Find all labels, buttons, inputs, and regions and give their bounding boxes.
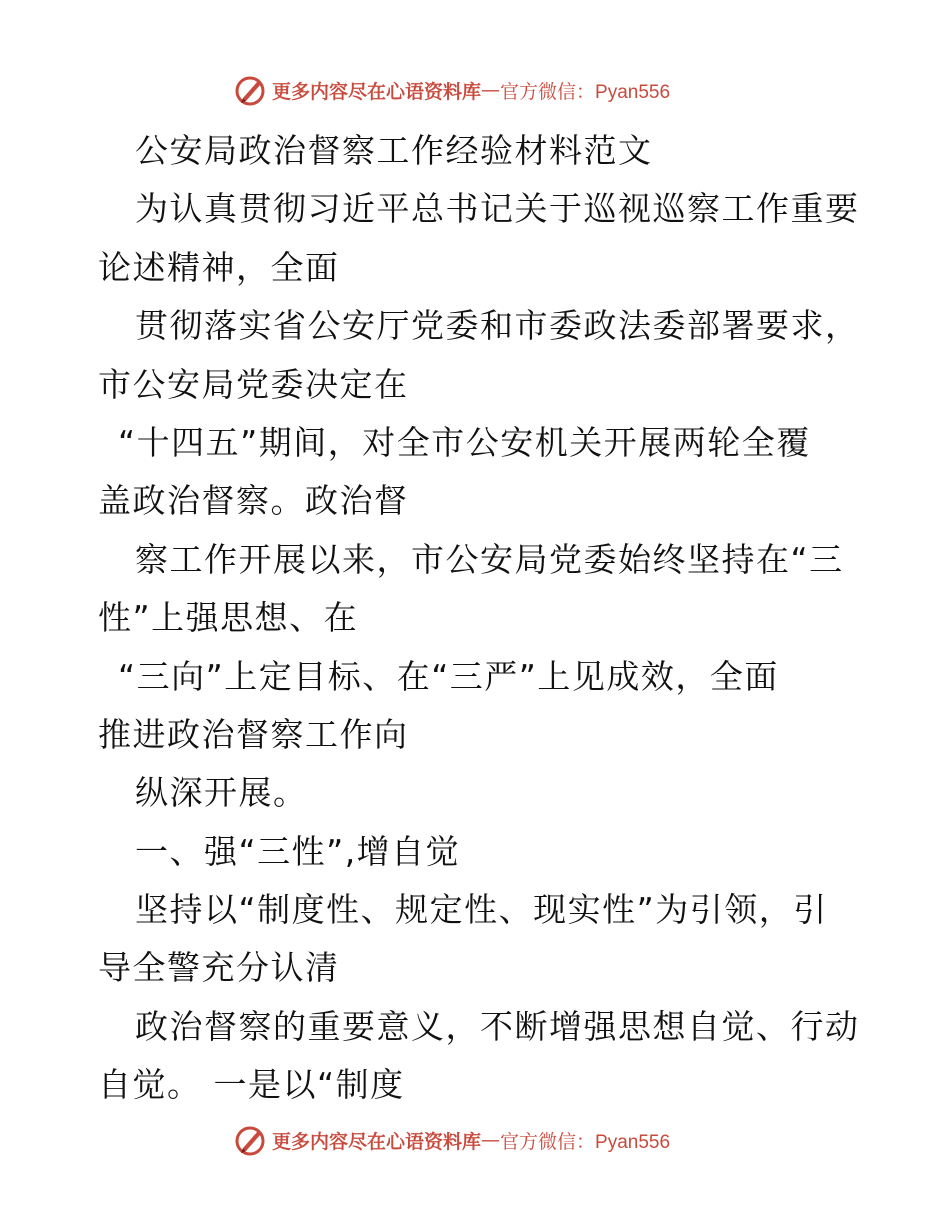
text-line: 政治督察的重要意义，不断增强思想自觉、行动: [135, 1006, 860, 1046]
text-line: 论述精神，全面: [98, 247, 340, 287]
text-line: 推进政治督察工作向: [98, 714, 409, 754]
document-body: [98, 122, 858, 1115]
watermark-contact: 官方微信：Pyan556: [500, 81, 671, 103]
text-line: 察工作开展以来，市公安局党委始终坚持在“三: [135, 539, 844, 579]
watermark-separator: —: [481, 79, 501, 101]
text-line: 性”上强思想、在: [98, 598, 359, 638]
text-line: “十四五”期间，对全市公安机关开展两轮全覆: [118, 422, 811, 462]
text-line: 导全警充分认清: [98, 948, 340, 988]
text-line: 纵深开展。: [135, 773, 308, 813]
text-line: 市公安局党委决定在: [98, 364, 409, 404]
text-line: 盖政治督察。政治督: [98, 481, 409, 521]
text-line: “三向”上定目标、在“三严”上见成效，全面: [118, 656, 779, 696]
header-watermark: [234, 73, 670, 107]
document-title: 公安局政治督察工作经验材料范文: [135, 131, 653, 170]
pen-logo-icon: [234, 1124, 266, 1156]
footer-watermark: [234, 1123, 670, 1157]
section-heading: 一、强“三性”,增自觉: [135, 831, 461, 871]
watermark-text: 更多内容尽在心语资料库: [272, 1130, 482, 1153]
watermark-separator: —: [481, 1129, 501, 1151]
text-line: 自觉。 一是以“制度: [98, 1065, 405, 1105]
watermark-text: 更多内容尽在心语资料库: [272, 80, 482, 103]
pen-logo-icon: [234, 74, 266, 106]
watermark-contact: 官方微信：Pyan556: [500, 1131, 671, 1153]
text-line: 为认真贯彻习近平总书记关于巡视巡察工作重要: [135, 189, 860, 229]
text-line: 贯彻落实省公安厅党委和市委政法委部署要求，: [135, 306, 860, 346]
text-line: 坚持以“制度性、规定性、现实性”为引领，引: [135, 890, 828, 930]
